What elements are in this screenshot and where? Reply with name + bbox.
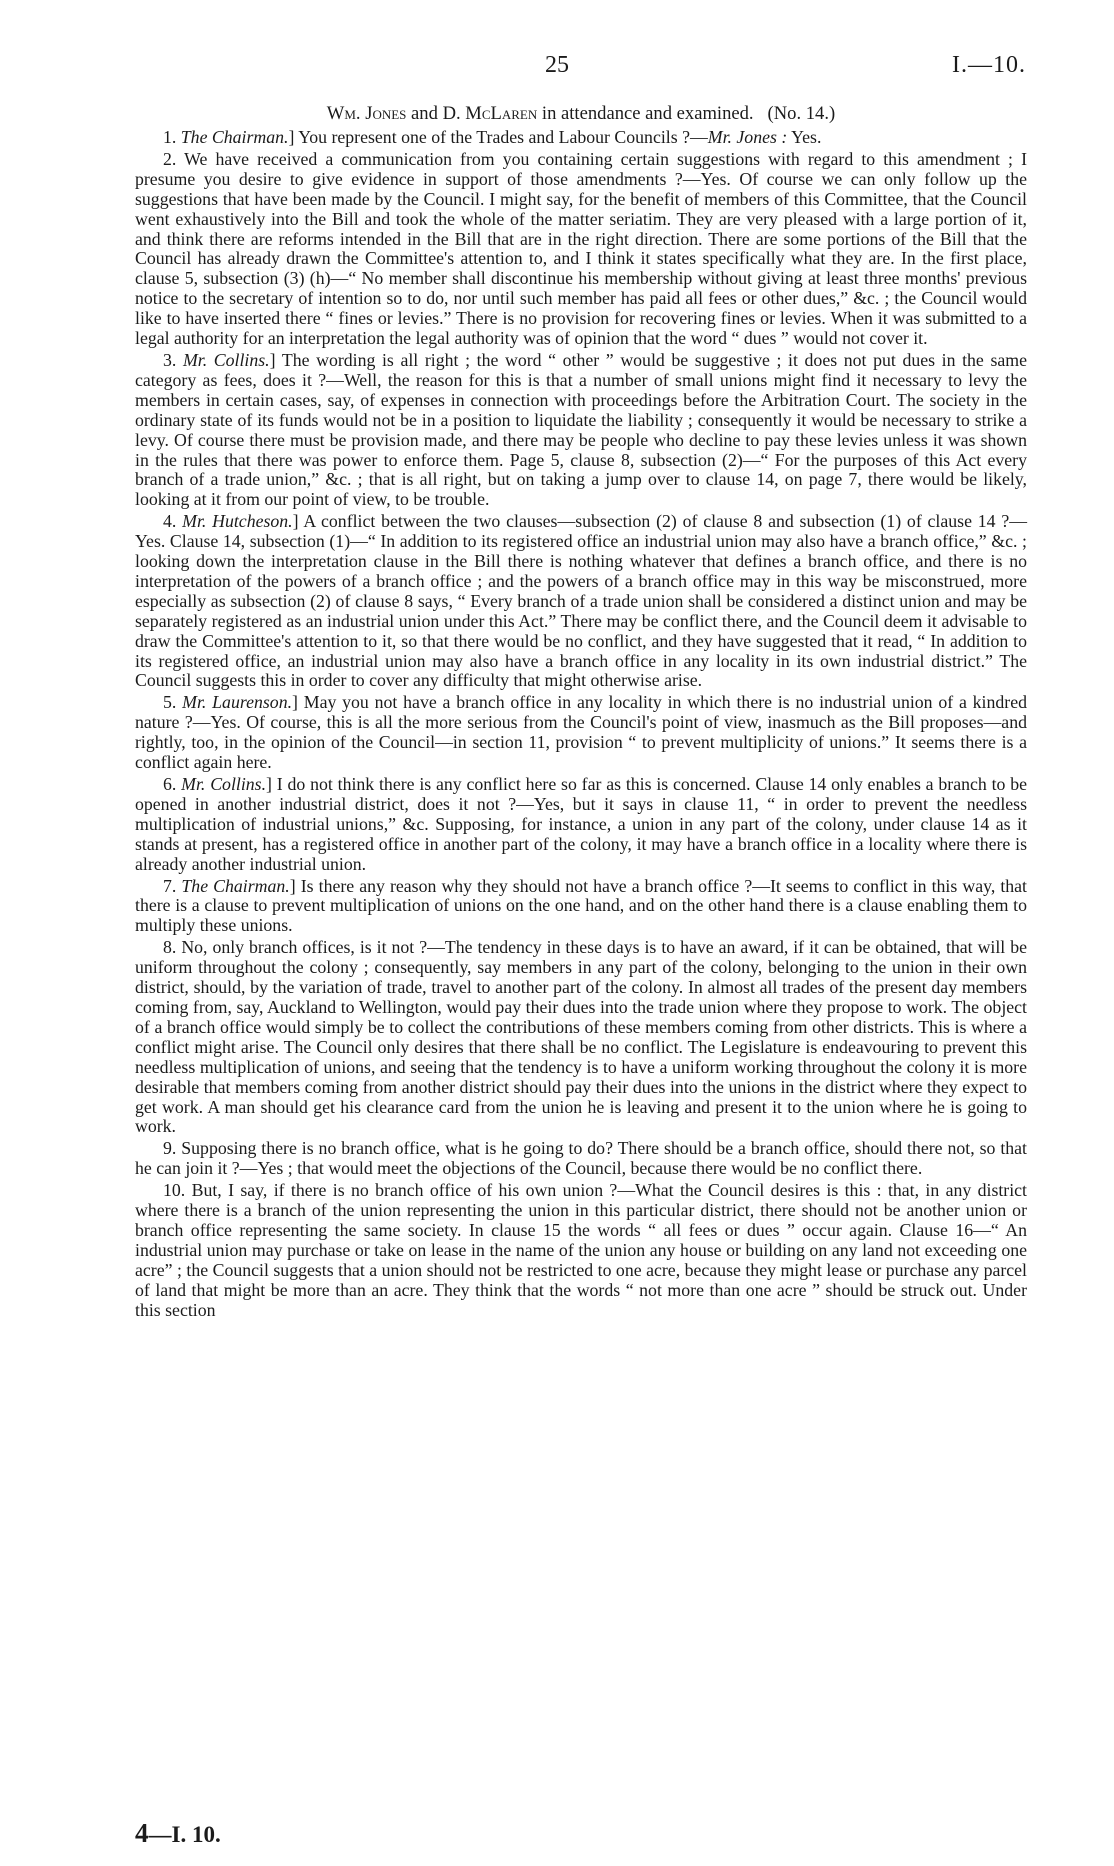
speaker: Mr. Collins.	[182, 349, 270, 370]
printer-signature: 4—I. 10.	[135, 1818, 221, 1848]
speaker: The Chairman.	[181, 875, 290, 896]
question-paragraph-9: 9. Supposing there is no branch office, what is he going to do? There should be a branch office, should there not, so that he can join it ?—Yes ; that would meet the objections of the Council, because there would be no conflict there.	[135, 1138, 1027, 1179]
speaker: Mr. Collins.	[181, 774, 267, 794]
question-paragraph-1: 1. The Chairman.] You represent one of the Trades and Labour Councils ?—Mr. Jones : Yes.	[163, 127, 822, 147]
answer-speaker: Mr. Jones :	[707, 127, 788, 147]
question-paragraph-2: 2. We have received a communication from you containing certain suggestions with regard to this amendment ; I presume you desire to give evidence in support of those amendments ?—Yes. Of course we can only follow up the suggestions that have been made by the Council. I might say, for the benefit of members of this Committee, that the Council went exhaustively into the Bill and took the whole of the matter seriatim. They are very pleased with a large portion of it, and think there are reforms intended in the Bill that are in the right direction. There are some portions of the Bill that the Council has already drawn the Committee's attention to, and I think it states specifically what they are. In the first place, clause 5, subsection (3) (h)—“ No member shall discontinue his membership without giving at least three months' previous notice to the secretary of intention so to do, nor until such member has paid all fees or other dues,” &c. ; the Council would like to have inserted there “ fines or levies.” There is no provision for recovering fines or levies. When it was submitted to a legal authority for an interpretation the legal authority was of opinion that the word “ dues ” would not cover it.	[135, 148, 1027, 349]
question-paragraph-6: 6. Mr. Collins.] I do not think there is any conflict here so far as this is concerned. Clause 14 only enables a branch to be opened in another industrial district, does it not ?—Yes, but it says in clause 11, “ in order to prevent the needless multiplication of industrial unions,” &c. Supposing, for instance, a union in any part of the colony, under clause 14 as it stands at present, has a registered office in another part of the colony, it may have a branch office in a locality where there is already another industrial union.	[135, 774, 1028, 874]
speaker: Mr. Laurenson.	[182, 692, 293, 713]
heading-number: (No. 14.)	[767, 103, 836, 124]
speaker: Mr. Hutcheson.	[182, 511, 293, 532]
document-reference: I.—10.	[952, 52, 1026, 78]
examination-heading	[135, 103, 1027, 125]
question-paragraph-3: 3. Mr. Collins.] The wording is all right ; the word “ other ” would be suggestive ; it does not put dues in the same category as fees, does it ?—Well, the reason for this is that a number of small unions might find it necessary to levy the members in certain cases, say, of expenses in connection with proceedings before the Arbitration Court. The society in the ordinary state of its funds would not be in a position to liquidate the liability ; consequently it would be necessary to strike a levy. Of course there must be provision made, and there may be people who decline to pay these levies unless it was shown in the rules that there was power to enforce them. Page 5, clause 8, subsection (2)—“ For the purposes of this Act every branch of a trade union,” &c. ; that is all right, but on taking a jump over to clause 14, on page 7, there would be likely, looking at it from our point of view, to be trouble.	[135, 349, 1027, 510]
question-paragraph-10: 10. But, I say, if there is no branch office of his own union ?—What the Council desires is this : that, in any district where there is a branch of the union representing the union in this particular district, there should not be another union or branch office representing the same society. In clause 15 the words “ all fees or dues ” occur again. Clause 16—“ An industrial union may purchase or take on lease in the name of the union any house or building on any land not exceeding one acre” ; the Council suggests that a union should not be restricted to one acre, because they might lease or purchase any parcel of land that might be more than an acre. They think that the words “ not more than one acre ” should be struck out. Under this section	[135, 1180, 1027, 1320]
page-body	[135, 103, 1027, 1322]
page-number: 25	[545, 52, 569, 78]
question-paragraph-8: 8. No, only branch offices, is it not ?—The tendency in these days is to have an award, if it can be obtained, that will be uniform throughout the colony ; consequently, say members in any part of the colony, belonging to the union in their own district, should, by the variation of trade, travel to another part of the colony. In almost all trades of the present day members coming from, say, Auckland to Wellington, would pay their dues into the trade union where they propose to work. The object of a branch office would simply be to collect the contributions of these members coming from other districts. This is where a conflict might arise. The Council only desires that there shall be no conflict. The Legislature is endeavouring to prevent this needless multiplication of unions, and seeing that the tendency is to have a uniform working throughout the colony it is more desirable that members coming from another district should pay their dues into the unions in the district where they expect to get work. A man should get his clearance card from the union he is leaving and present it to the union where he is going to work.	[135, 937, 1027, 1137]
question-paragraph-5: 5. Mr. Laurenson.] May you not have a branch office in any locality in which there is no industrial union of a kindred nature ?—Yes. Of course, this is all the more serious from the Council's point of view, inasmuch as the Bill proposes—and rightly, too, in the opinion of the Council—in section 11, provision “ to prevent multiplicity of unions.” It seems there is a conflict again here.	[135, 692, 1027, 773]
question-paragraph-7: 7. The Chairman.] Is there any reason why they should not have a branch office ?—It seems to conflict in this way, that there is a clause to prevent multiplication of unions on the one hand, and on the other hand there is a clause enabling them to multiply these unions.	[135, 875, 1027, 936]
witness-name-1: Wm. Jones	[326, 103, 407, 124]
heading-rest: in attendance and examined.	[541, 103, 754, 124]
speaker: The Chairman.	[180, 127, 289, 147]
heading-joiner: and	[411, 103, 438, 124]
witness-name-2: D. McLaren	[442, 103, 538, 124]
question-paragraph-4: 4. Mr. Hutcheson.] A conflict between the two clauses—subsection (2) of clause 8 and subsection (1) of clause 14 ?—Yes. Clause 14, subsection (1)—“ In addition to its registered office an industrial union may also have a branch office,” &c. ; looking down the interpretation clause in the Bill there is nothing whatever that defines a branch office, and there is no interpretation of the powers of a branch office ; and the powers of a branch office may in this way be misconstrued, more especially as subsection (2) of clause 8 says, “ Every branch of a trade union shall be considered a distinct union and may be separately registered as an industrial union under this Act.” There may be conflict there, and the Council deem it advisable to draw the Committee's attention to it, so that there would be no conflict, and they have suggested that it read, “ In addition to its registered office, an industrial union may also have a branch office in any locality in its own industrial district.” The Council suggests this in order to cover any difficulty that might otherwise arise.	[135, 511, 1027, 691]
